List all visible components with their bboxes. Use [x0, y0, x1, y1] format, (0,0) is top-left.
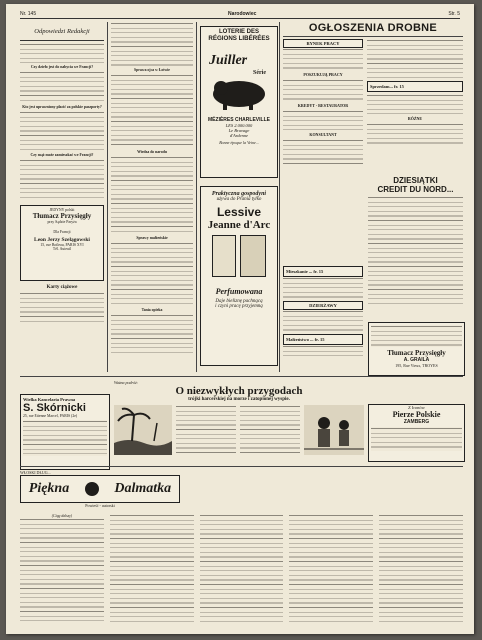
lottery-illustration: [201, 42, 277, 112]
small-ads-section: [283, 22, 463, 182]
section-heading: Kto jest uprawniony płacić za polskie paszporty?: [22, 105, 102, 109]
editor-replies-logo: Odpowiedzi Redakcji: [20, 22, 104, 41]
body-text: [20, 292, 104, 322]
body-text: [20, 43, 104, 63]
column-one: [20, 22, 104, 372]
dziesiatki-ad: DZIESIĄTKI CREDIT DU NORD...: [368, 176, 463, 316]
body-text: [111, 242, 193, 306]
column-two: [111, 22, 193, 372]
body-text: [111, 74, 193, 148]
column-divider: [279, 22, 280, 372]
portrait-icon: [85, 482, 99, 496]
small-ad-box: Mieszkanie ... fr. 15: [283, 266, 363, 277]
story-title: O niezwykłych przygodach: [175, 385, 303, 397]
section-heading: Sprawy małżeńskie: [136, 236, 168, 240]
section-heading: Czy mąż może zamieszkać we Francji?: [30, 153, 94, 157]
section-heading: Czy dzieło jest do nabycia we Francji?: [30, 65, 94, 69]
law-office-ad: Wielka Kancelaria Prawna S. Skórnicki 25, rue Etienne Marcel, PARIS (2e): [20, 394, 110, 470]
page-number: Str. 5: [448, 11, 460, 17]
small-ad-box: Sprzedam... fr. 15: [367, 81, 463, 92]
column-divider: [196, 22, 197, 372]
section-heading: Sprawa ojca w Łotwie: [134, 68, 170, 72]
small-ads-column: RYNEK PRACY POSZUKUJĄ PRACY KREDYT - RESTAURATOR KONSULTANT: [283, 39, 363, 165]
ad-section-heading: DZIERŻAWY: [283, 301, 363, 310]
page-header: [20, 10, 460, 19]
scouts-illustration: [304, 405, 364, 455]
story-article: Ważna podróż: O niezwykłych przygodach trójki harcerskiej na morze i zatopionej wyspie.: [114, 380, 364, 465]
bottom-text-columns: (Ciąg dalszy): [20, 514, 463, 626]
paper-title: Narodowiec: [228, 11, 257, 17]
lottery-series: Série: [253, 70, 266, 76]
small-ads-column: Sprzedam... fr. 15 RÓŻNE: [367, 39, 463, 165]
translator-ad: JEDYNY polski Tłumacz Przysięgły przy Sądzie Paryża Dla Francji Leon Jerzy Szelągowski 15, rue Boileau, PARIS XVI Tél. Auteuil: [20, 205, 104, 281]
body-text: [20, 159, 104, 201]
body-text: [111, 22, 193, 66]
small-ads-title: OGŁOSZENIA DROBNE: [308, 22, 438, 34]
small-ads-lower: [283, 266, 363, 366]
lottery-ad: LOTERIE DES RÉGIONS LIBÉRÉES Juiller Série MÉZIÈRES CHARLEVILLE LES 2.000.000 Le Bravage d'Ardenne Bonne époque la Veine...: [200, 26, 278, 178]
product-box-icon: [212, 235, 236, 277]
island-illustration: [114, 405, 172, 455]
body-text: [20, 111, 104, 151]
body-text: [111, 314, 193, 354]
body-text: [111, 156, 193, 234]
section-heading: Tania opieka: [141, 308, 163, 312]
feathers-ad: Z Ironów Pierze Polskie ZAMBERG: [368, 404, 465, 462]
lessive-ad: Praktyczna gospodyni używa do Prania tylko Lessive Jeanne d'Arc Perfumowana Daje bieliznę pachnącą i czyni pracę przyjemną: [200, 186, 278, 366]
graila-translator-ad: Tłumacz Przysięgły A. GRAILA 195, Rue Vieux, TROYES: [368, 322, 465, 376]
lottery-brand: Juiller: [209, 53, 248, 68]
section-heading: Karty ciążowe: [46, 285, 78, 290]
issue-number: Nr. 145: [20, 11, 37, 17]
newspaper-page: [6, 4, 474, 634]
section-heading: Wiedza do narodu: [137, 150, 167, 154]
small-ad-box: Małżeństwo ... fr. 15: [283, 334, 363, 345]
column-divider: [107, 22, 108, 372]
product-box-icon: [240, 235, 266, 277]
body-text: [20, 71, 104, 103]
ad-section-heading: RYNEK PRACY: [283, 39, 363, 48]
novel-title-banner: Piękna Dalmatka: [20, 475, 180, 503]
story-subtitle: trójki harcerskiej na morze i zatopionej wyspie.: [188, 397, 290, 402]
serial-novel-header: WŁOSKI DŁUG... Piękna Dalmatka Powieść - autorski: [20, 470, 180, 510]
product-boxes: [201, 235, 277, 277]
